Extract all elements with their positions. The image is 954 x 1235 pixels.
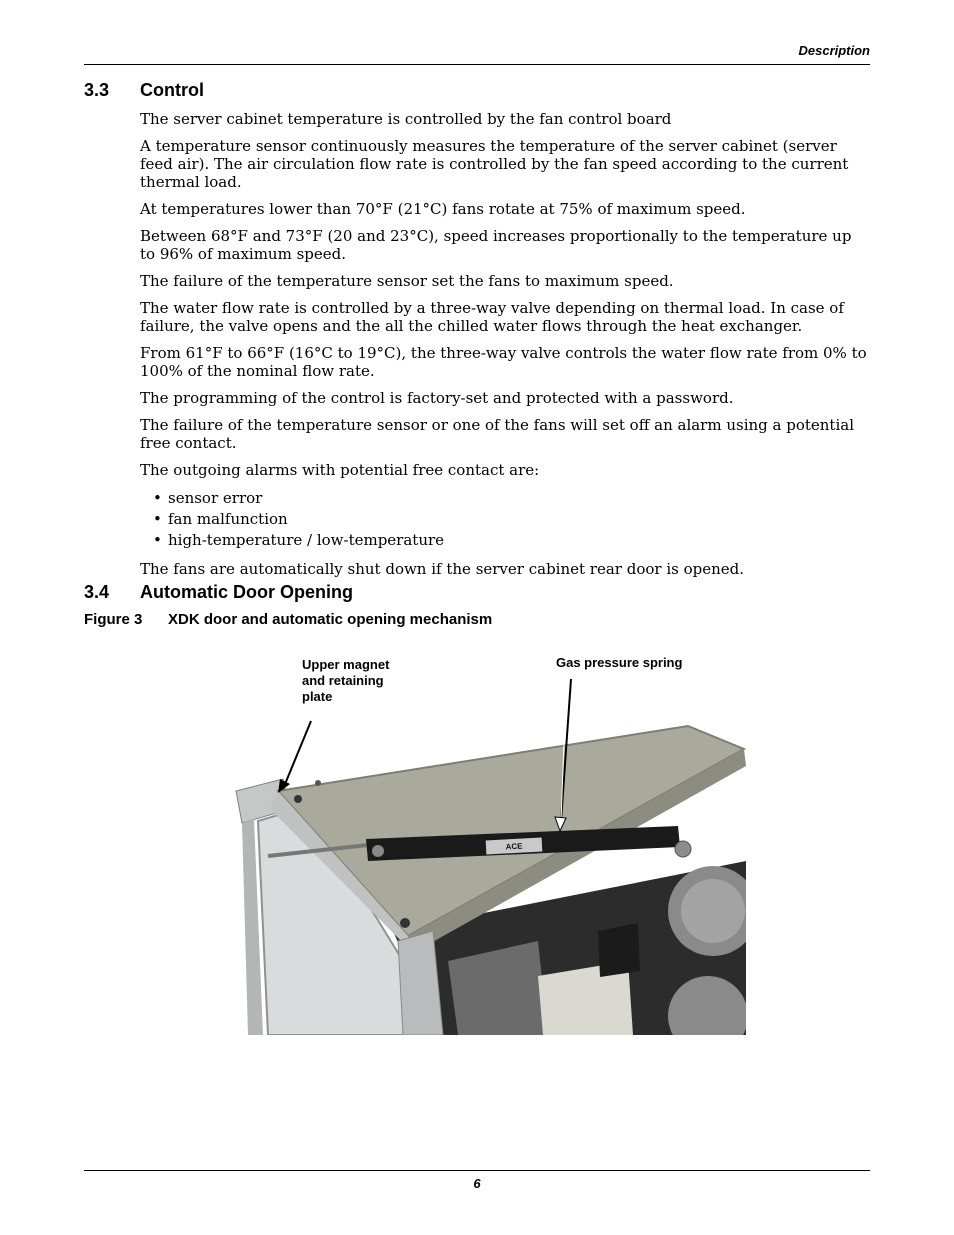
paragraph: The fans are automatically shut down if the server cabinet rear door is opened. [140, 560, 745, 578]
footer-rule [84, 1170, 870, 1171]
bullet-icon: • [153, 489, 162, 507]
paragraph: The programming of the control is factory-set and protected with a password. [140, 389, 734, 407]
list-item: • high-temperature / low-temperature [153, 531, 445, 549]
paragraph: The outgoing alarms with potential free contact are: [140, 461, 540, 479]
bullet-icon: • [153, 510, 162, 528]
section-title: Automatic Door Opening [140, 582, 353, 602]
header-rule [84, 64, 870, 65]
figure-title: XDK door and automatic opening mechanism [168, 611, 493, 628]
paragraph: The water flow rate is controlled by a three-way valve depending on thermal load. In case of failure, the valve opens and the all the chilled water flows through the heat exchanger. [140, 299, 844, 335]
section-heading-door [84, 582, 353, 603]
callout-upper-magnet: Upper magnet and retaining plate [302, 657, 390, 704]
section-title: Control [140, 80, 204, 100]
paragraph: Between 68°F and 73°F (20 and 23°C), speed increases proportionally to the temperature up to 96% of maximum speed. [140, 227, 852, 263]
spring-label: ACE [505, 841, 523, 852]
paragraph: The failure of the temperature sensor set the fans to maximum speed. [140, 272, 674, 290]
paragraph: The failure of the temperature sensor or one of the fans will set off an alarm using a potential free contact. [140, 416, 855, 452]
figure-caption [84, 611, 492, 628]
list-item: • fan malfunction [153, 510, 288, 528]
section-body-control [140, 110, 870, 587]
list-item: • sensor error [153, 489, 263, 507]
page-number: 6 [473, 1176, 481, 1191]
paragraph: A temperature sensor continuously measures the temperature of the server cabinet (server feed air). The air circulation flow rate is controlled by the fan speed according to the current thermal load. [140, 137, 849, 191]
door-mechanism-photo [208, 631, 746, 1035]
paragraph: From 61°F to 66°F (16°C to 19°C), the three-way valve controls the water flow rate from 0% to 100% of the nominal flow rate. [140, 344, 867, 380]
paragraph: The server cabinet temperature is controlled by the fan control board [140, 110, 672, 128]
paragraph: At temperatures lower than 70°F (21°C) fans rotate at 75% of maximum speed. [140, 200, 746, 218]
running-header: Description [798, 43, 870, 58]
alarm-list [140, 488, 870, 551]
section-number: 3.4 [84, 582, 110, 602]
callout-gas-spring: Gas pressure spring [556, 655, 683, 670]
figure-number: Figure 3 [84, 611, 143, 628]
bullet-icon: • [153, 531, 162, 549]
section-heading-control [84, 80, 204, 101]
section-number: 3.3 [84, 80, 110, 100]
